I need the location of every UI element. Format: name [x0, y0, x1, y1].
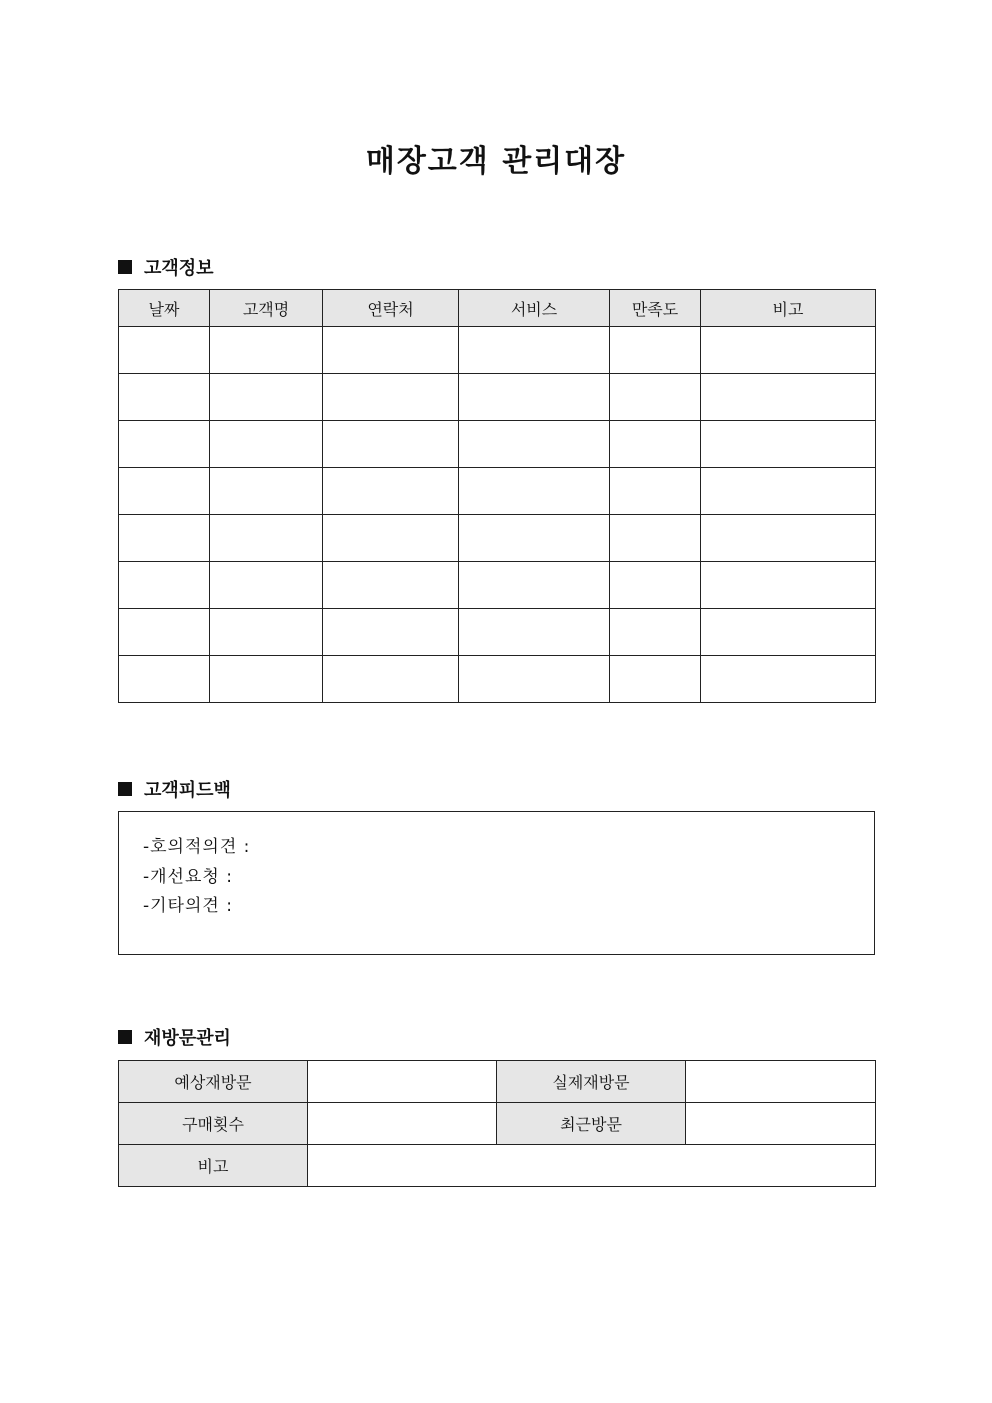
table-cell[interactable] [459, 656, 610, 703]
table-row [119, 515, 876, 562]
table-cell[interactable] [119, 609, 210, 656]
table-cell[interactable] [323, 609, 459, 656]
table-cell[interactable] [210, 609, 323, 656]
table-header-row [119, 290, 876, 327]
table-cell[interactable] [701, 515, 876, 562]
table-row [119, 609, 876, 656]
table-cell[interactable] [610, 421, 701, 468]
table-cell[interactable] [210, 515, 323, 562]
square-bullet-icon [118, 1030, 132, 1044]
table-row [119, 1103, 876, 1145]
table-cell[interactable] [459, 421, 610, 468]
feedback-box[interactable] [118, 811, 875, 955]
table-cell[interactable] [323, 656, 459, 703]
table-row [119, 656, 876, 703]
column-header-date: 날짜 [119, 290, 210, 327]
column-header-customer-name: 고객명 [210, 290, 323, 327]
expected-revisit-field[interactable] [308, 1061, 497, 1103]
table-cell[interactable] [210, 656, 323, 703]
table-cell[interactable] [701, 562, 876, 609]
page-title: 매장고객 관리대장 [365, 144, 627, 179]
table-cell[interactable] [459, 327, 610, 374]
table-cell[interactable] [610, 562, 701, 609]
table-cell[interactable] [459, 609, 610, 656]
section-heading-feedback [118, 776, 231, 802]
table-cell[interactable] [119, 515, 210, 562]
table-cell[interactable] [701, 374, 876, 421]
purchase-count-label: 구매횟수 [119, 1103, 308, 1145]
table-cell[interactable] [210, 562, 323, 609]
table-cell[interactable] [323, 374, 459, 421]
table-cell[interactable] [701, 656, 876, 703]
table-cell[interactable] [119, 421, 210, 468]
table-cell[interactable] [701, 609, 876, 656]
column-header-satisfaction: 만족도 [610, 290, 701, 327]
feedback-other-label: -기타의견 : [143, 896, 233, 916]
section-heading-revisit [118, 1024, 231, 1050]
table-row [119, 1145, 876, 1187]
table-row [119, 421, 876, 468]
square-bullet-icon [118, 260, 132, 274]
table-cell[interactable] [610, 374, 701, 421]
table-cell[interactable] [323, 421, 459, 468]
section-heading-label: 고객정보 [144, 258, 214, 279]
column-header-service: 서비스 [459, 290, 610, 327]
revisit-note-field[interactable] [308, 1145, 876, 1187]
table-cell[interactable] [210, 374, 323, 421]
feedback-improvement-label: -개선요청 : [143, 867, 233, 887]
table-cell[interactable] [701, 421, 876, 468]
table-cell[interactable] [459, 562, 610, 609]
actual-revisit-label: 실제재방문 [497, 1061, 686, 1103]
table-cell[interactable] [610, 515, 701, 562]
square-bullet-icon [118, 782, 132, 796]
table-cell[interactable] [459, 468, 610, 515]
feedback-positive-label: -호의적의견 : [143, 837, 251, 857]
table-cell[interactable] [610, 656, 701, 703]
table-cell[interactable] [459, 374, 610, 421]
table-cell[interactable] [323, 562, 459, 609]
section-heading-customer-info [118, 254, 214, 280]
table-row [119, 562, 876, 609]
table-row [119, 374, 876, 421]
table-cell[interactable] [610, 327, 701, 374]
table-cell[interactable] [323, 515, 459, 562]
table-cell[interactable] [323, 327, 459, 374]
customer-info-table [118, 289, 876, 703]
table-cell[interactable] [610, 468, 701, 515]
section-heading-label: 고객피드백 [144, 780, 231, 801]
expected-revisit-label: 예상재방문 [119, 1061, 308, 1103]
revisit-table [118, 1060, 876, 1187]
table-cell[interactable] [119, 562, 210, 609]
recent-visit-field[interactable] [686, 1103, 876, 1145]
section-heading-label: 재방문관리 [144, 1028, 231, 1049]
table-row [119, 327, 876, 374]
table-cell[interactable] [119, 327, 210, 374]
revisit-note-label: 비고 [119, 1145, 308, 1187]
table-cell[interactable] [323, 468, 459, 515]
column-header-contact: 연락처 [323, 290, 459, 327]
table-cell[interactable] [119, 468, 210, 515]
table-cell[interactable] [210, 468, 323, 515]
table-cell[interactable] [701, 468, 876, 515]
purchase-count-field[interactable] [308, 1103, 497, 1145]
column-header-note: 비고 [701, 290, 876, 327]
actual-revisit-field[interactable] [686, 1061, 876, 1103]
table-row [119, 1061, 876, 1103]
table-cell[interactable] [119, 374, 210, 421]
table-cell[interactable] [610, 609, 701, 656]
table-cell[interactable] [210, 327, 323, 374]
recent-visit-label: 최근방문 [497, 1103, 686, 1145]
table-cell[interactable] [210, 421, 323, 468]
table-cell[interactable] [459, 515, 610, 562]
table-row [119, 468, 876, 515]
table-cell[interactable] [119, 656, 210, 703]
table-cell[interactable] [701, 327, 876, 374]
